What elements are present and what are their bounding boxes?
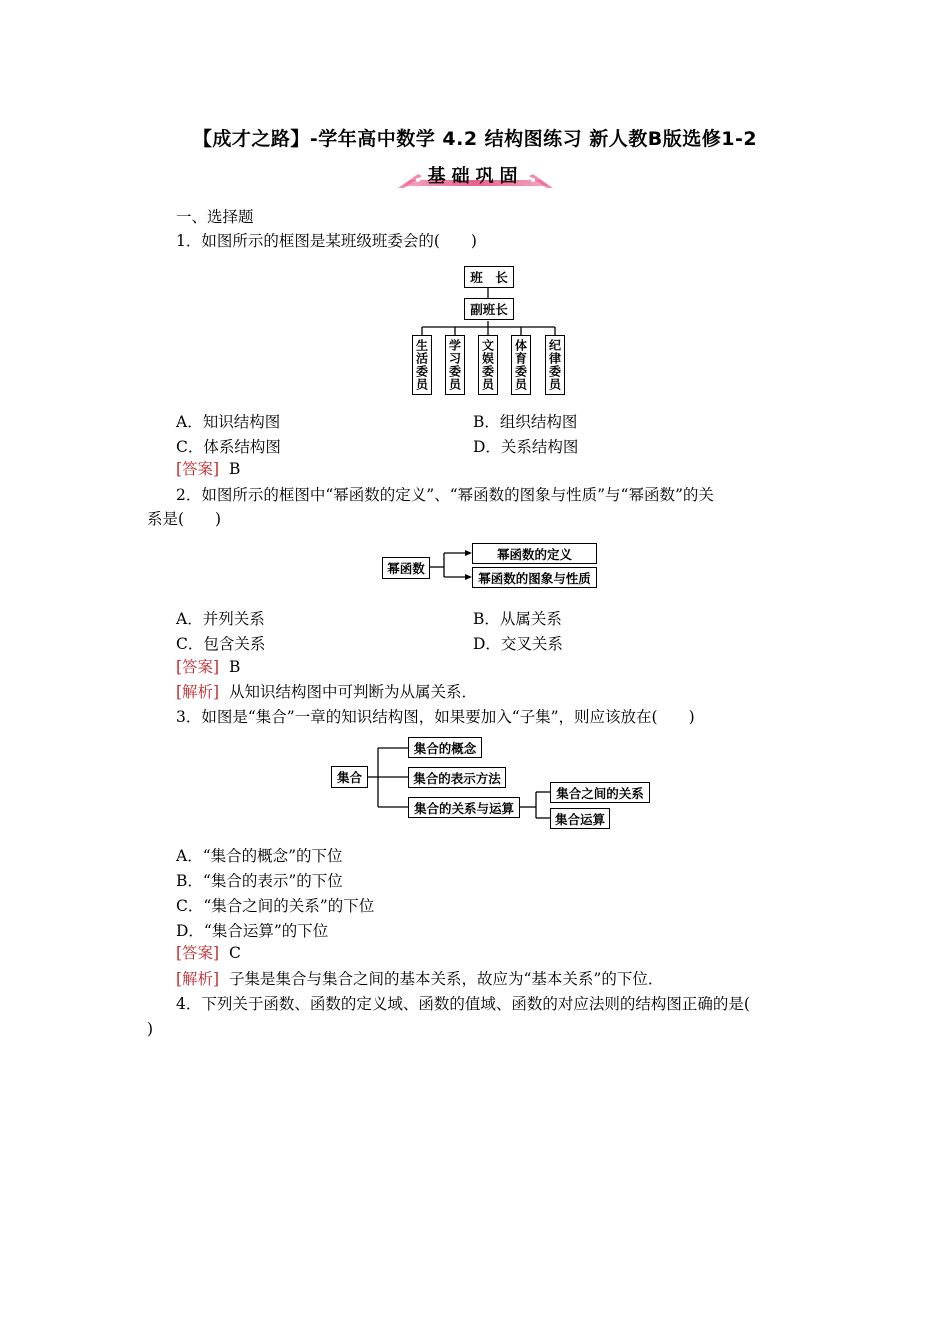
q1-option-d: D．关系结构图 [473,438,579,456]
q3-answer-value: C [228,944,241,962]
q2-option-c: C．包含关系 [176,635,266,653]
section-heading: 一、选择题 [176,208,254,226]
section-banner [398,160,553,192]
q2-analysis [176,681,477,703]
q1-option-c: C．体系结构图 [176,438,281,456]
q3-box-set-concept: 集合的概念 [408,737,482,758]
q1-box-study-committee: 学习委员 [445,335,465,395]
q2-option-a: A．并列关系 [176,610,265,628]
q3-option-c: C．“集合之间的关系”的下位 [176,897,375,915]
q3-option-d: D．“集合运算”的下位 [176,922,329,940]
q2-box-graph-properties: 幂函数的图象与性质 [472,567,597,588]
q3-option-a: A．“集合的概念”的下位 [176,847,343,865]
q3-stem: 3．如图是“集合”一章的知识结构图，如果要加入“子集”，则应该放在( ) [176,708,695,726]
q2-answer-value: B [228,658,241,676]
q2-answer [176,656,240,678]
q1-box-life-committee: 生活委员 [412,335,432,395]
q1-answer [176,458,240,480]
q4-stem-line1: 4．下列关于函数、函数的定义域、函数的值域、函数的对应法则的结构图正确的是( [176,995,750,1013]
q2-analysis-text: 从知识结构图中可判断为从属关系． [228,683,477,701]
q1-box-discipline-committee: 纪律委员 [545,335,565,395]
q2-box-power-function: 幂函数 [382,557,430,579]
q3-box-set-relations-operations: 集合的关系与运算 [408,797,520,818]
q3-box-set: 集合 [331,766,368,788]
q1-option-a: A．知识结构图 [176,413,281,431]
q1-box-arts-committee: 文娱委员 [478,335,498,395]
q3-analysis-text: 子集是集合与集合之间的基本关系，故应为“基本关系”的下位． [228,970,664,988]
q3-answer [176,942,241,964]
q1-box-sports-committee: 体育委员 [511,335,531,395]
q3-box-set-representation: 集合的表示方法 [408,767,506,788]
q2-analysis-tag: [解析] [176,683,220,701]
q3-answer-tag: [答案] [176,944,220,962]
q1-answer-tag: [答案] [176,460,220,478]
q2-stem-line1: 2．如图所示的框图中“幂函数的定义”、“幂函数的图象与性质”与“幂函数”的关 [176,486,714,504]
q3-option-b: B．“集合的表示”的下位 [176,872,343,890]
banner-text: 基础巩固 [427,166,524,187]
q1-answer-value: B [228,460,241,478]
q1-option-b: B．组织结构图 [473,413,578,431]
q3-box-set-relations: 集合之间的关系 [550,782,650,803]
q1-box-class-monitor: 班 长 [464,266,514,288]
q1-stem: 1．如图所示的框图是某班级班委会的( ) [176,232,477,250]
q2-answer-tag: [答案] [176,658,220,676]
q2-option-d: D．交叉关系 [473,635,563,653]
q4-stem-line2: ) [147,1020,154,1038]
q3-analysis-tag: [解析] [176,970,220,988]
q2-option-b: B．从属关系 [473,610,562,628]
q1-box-vice-monitor: 副班长 [464,298,514,320]
document-title: 【成才之路】-学年高中数学 4.2 结构图练习 新人教B版选修1-2 [192,128,758,150]
q3-box-set-operations: 集合运算 [550,808,610,829]
q2-box-definition: 幂函数的定义 [472,543,597,564]
q2-stem-line2: 系是( ) [147,510,222,528]
q3-analysis [176,968,663,990]
